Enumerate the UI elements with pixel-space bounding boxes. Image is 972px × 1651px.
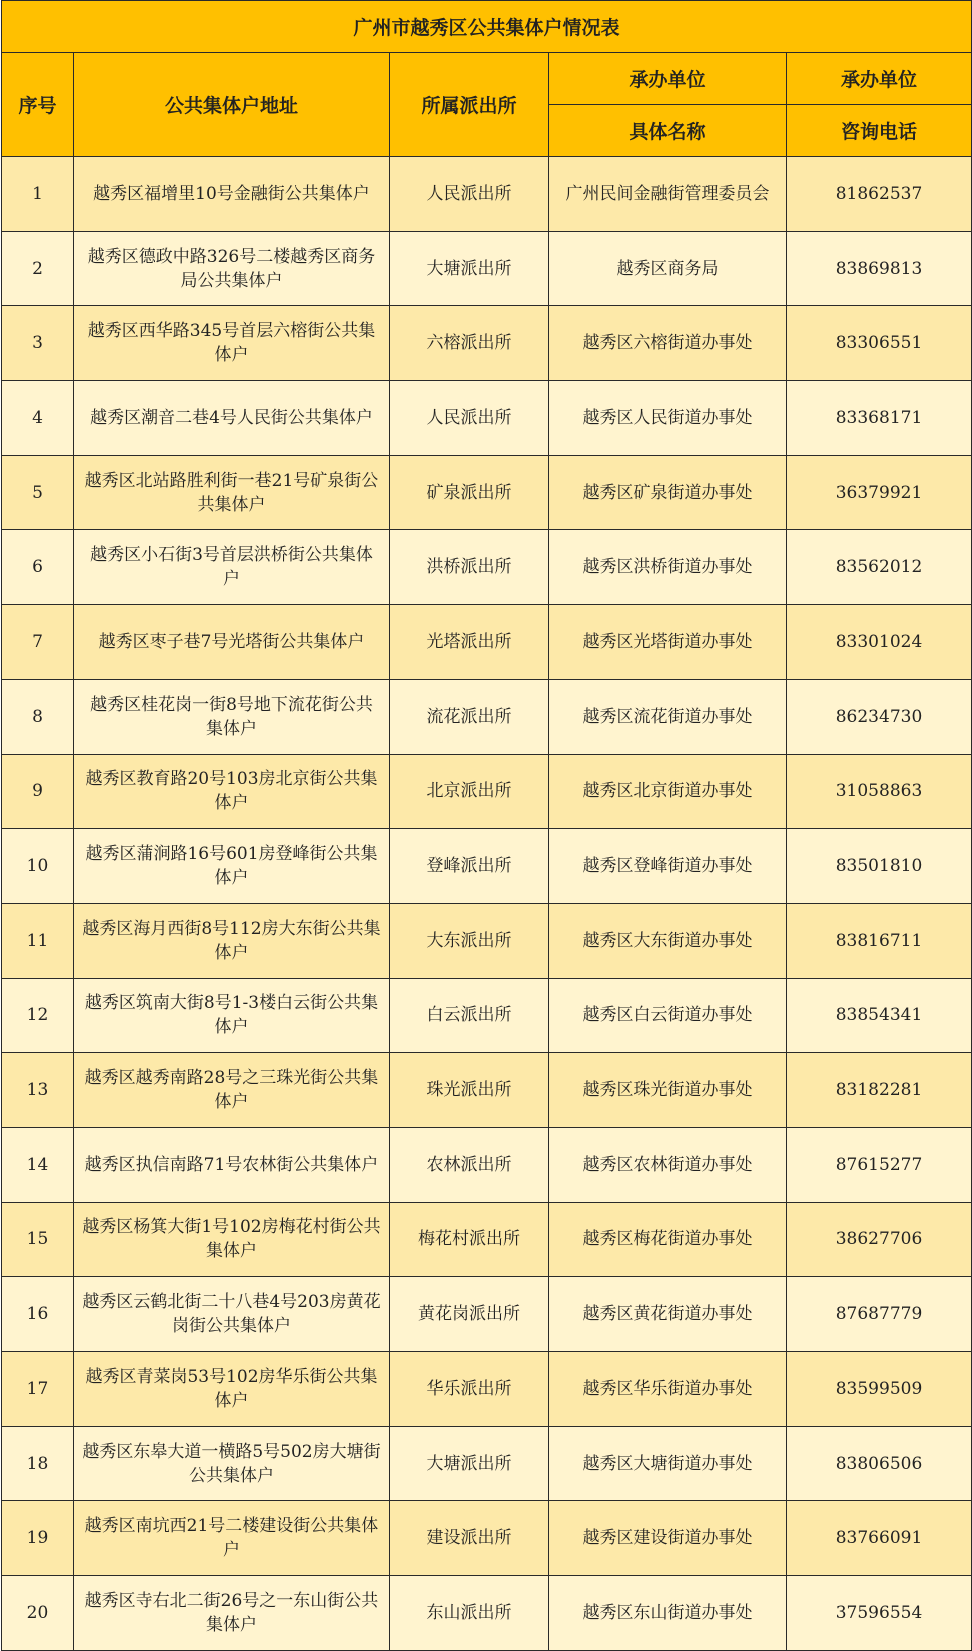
row-station-cell: 光塔派出所: [390, 605, 549, 680]
row-address-cell: 越秀区执信南路71号农林街公共集体户: [74, 1127, 390, 1202]
row-phone-cell: 83368171: [787, 381, 972, 456]
table-row: [2, 381, 972, 456]
row-station-cell: 流花派出所: [390, 679, 549, 754]
table-row: [2, 1352, 972, 1427]
row-address-cell: 越秀区东皋大道一横路5号502房大塘街公共集体户: [74, 1426, 390, 1501]
row-org-cell: 越秀区大东街道办事处: [549, 903, 787, 978]
row-seq-cell: 13: [2, 1053, 74, 1128]
row-phone-cell: 83806506: [787, 1426, 972, 1501]
row-phone-cell: 83182281: [787, 1053, 972, 1128]
row-org-cell: 越秀区洪桥街道办事处: [549, 530, 787, 605]
table-row: [2, 1501, 972, 1576]
row-org-cell: 越秀区六榕街道办事处: [549, 306, 787, 381]
row-station-cell: 六榕派出所: [390, 306, 549, 381]
row-org-cell: 越秀区白云街道办事处: [549, 978, 787, 1053]
row-seq-cell: 18: [2, 1426, 74, 1501]
row-address-cell: 越秀区越秀南路28号之三珠光街公共集体户: [74, 1053, 390, 1128]
row-address-cell: 越秀区寺右北二街26号之一东山街公共集体户: [74, 1576, 390, 1651]
row-address-cell: 越秀区福增里10号金融街公共集体户: [74, 157, 390, 232]
row-seq-cell: 8: [2, 679, 74, 754]
row-phone-cell: 83599509: [787, 1352, 972, 1427]
row-phone-cell: 83306551: [787, 306, 972, 381]
row-phone-cell: 83869813: [787, 231, 972, 306]
row-station-cell: 大塘派出所: [390, 231, 549, 306]
row-address-cell: 越秀区桂花岗一街8号地下流花街公共集体户: [74, 679, 390, 754]
row-org-cell: 越秀区大塘街道办事处: [549, 1426, 787, 1501]
row-org-cell: 越秀区登峰街道办事处: [549, 829, 787, 904]
row-address-cell: 越秀区筑南大街8号1-3楼白云街公共集体户: [74, 978, 390, 1053]
row-station-cell: 大塘派出所: [390, 1426, 549, 1501]
row-seq-cell: 2: [2, 231, 74, 306]
row-phone-cell: 36379921: [787, 455, 972, 530]
table-row: [2, 903, 972, 978]
table-row: [2, 605, 972, 680]
row-station-cell: 梅花村派出所: [390, 1202, 549, 1277]
row-address-cell: 越秀区杨箕大街1号102房梅花村街公共集体户: [74, 1202, 390, 1277]
table-row: [2, 231, 972, 306]
row-seq-cell: 9: [2, 754, 74, 829]
table-row: [2, 306, 972, 381]
row-org-cell: 越秀区华乐街道办事处: [549, 1352, 787, 1427]
row-station-cell: 登峰派出所: [390, 829, 549, 904]
row-station-cell: 矿泉派出所: [390, 455, 549, 530]
table-row: [2, 157, 972, 232]
row-seq-cell: 14: [2, 1127, 74, 1202]
row-org-cell: 越秀区黄花街道办事处: [549, 1277, 787, 1352]
row-address-cell: 越秀区潮音二巷4号人民街公共集体户: [74, 381, 390, 456]
row-station-cell: 人民派出所: [390, 381, 549, 456]
row-phone-cell: 83301024: [787, 605, 972, 680]
row-phone-cell: 87615277: [787, 1127, 972, 1202]
row-seq-cell: 7: [2, 605, 74, 680]
header-org-group: 承办单位: [549, 53, 787, 105]
row-seq-cell: 3: [2, 306, 74, 381]
row-address-cell: 越秀区枣子巷7号光塔街公共集体户: [74, 605, 390, 680]
row-org-cell: 广州民间金融街管理委员会: [549, 157, 787, 232]
row-station-cell: 人民派出所: [390, 157, 549, 232]
row-org-cell: 越秀区农林街道办事处: [549, 1127, 787, 1202]
row-address-cell: 越秀区小石街3号首层洪桥街公共集体户: [74, 530, 390, 605]
row-phone-cell: 83766091: [787, 1501, 972, 1576]
table-row: [2, 679, 972, 754]
row-station-cell: 华乐派出所: [390, 1352, 549, 1427]
row-address-cell: 越秀区云鹤北街二十八巷4号203房黄花岗街公共集体户: [74, 1277, 390, 1352]
row-address-cell: 越秀区德政中路326号二楼越秀区商务局公共集体户: [74, 231, 390, 306]
table-row: [2, 978, 972, 1053]
row-seq-cell: 15: [2, 1202, 74, 1277]
table-row: [2, 1127, 972, 1202]
table-row: [2, 829, 972, 904]
table-body: [2, 157, 972, 1651]
row-address-cell: 越秀区教育路20号103房北京街公共集体户: [74, 754, 390, 829]
row-station-cell: 大东派出所: [390, 903, 549, 978]
row-address-cell: 越秀区南坑西21号二楼建设街公共集体户: [74, 1501, 390, 1576]
row-address-cell: 越秀区西华路345号首层六榕街公共集体户: [74, 306, 390, 381]
row-seq-cell: 12: [2, 978, 74, 1053]
row-org-cell: 越秀区矿泉街道办事处: [549, 455, 787, 530]
header-address: 公共集体户地址: [74, 53, 390, 157]
row-address-cell: 越秀区海月西街8号112房大东街公共集体户: [74, 903, 390, 978]
row-phone-cell: 31058863: [787, 754, 972, 829]
row-station-cell: 东山派出所: [390, 1576, 549, 1651]
table-row: [2, 455, 972, 530]
table-row: [2, 1576, 972, 1651]
row-org-cell: 越秀区光塔街道办事处: [549, 605, 787, 680]
row-phone-cell: 83501810: [787, 829, 972, 904]
table-row: [2, 1053, 972, 1128]
row-station-cell: 北京派出所: [390, 754, 549, 829]
row-seq-cell: 1: [2, 157, 74, 232]
row-address-cell: 越秀区蒲涧路16号601房登峰街公共集体户: [74, 829, 390, 904]
row-phone-cell: 37596554: [787, 1576, 972, 1651]
row-seq-cell: 11: [2, 903, 74, 978]
row-seq-cell: 17: [2, 1352, 74, 1427]
header-phone-group: 承办单位: [787, 53, 972, 105]
row-seq-cell: 16: [2, 1277, 74, 1352]
row-seq-cell: 19: [2, 1501, 74, 1576]
row-org-cell: 越秀区东山街道办事处: [549, 1576, 787, 1651]
row-seq-cell: 20: [2, 1576, 74, 1651]
row-address-cell: 越秀区青菜岗53号102房华乐街公共集体户: [74, 1352, 390, 1427]
row-org-cell: 越秀区北京街道办事处: [549, 754, 787, 829]
row-station-cell: 白云派出所: [390, 978, 549, 1053]
header-station: 所属派出所: [390, 53, 549, 157]
row-seq-cell: 10: [2, 829, 74, 904]
row-phone-cell: 83816711: [787, 903, 972, 978]
table-row: [2, 1426, 972, 1501]
header-phone: 咨询电话: [787, 105, 972, 157]
header-seq: 序号: [2, 53, 74, 157]
row-station-cell: 珠光派出所: [390, 1053, 549, 1128]
row-phone-cell: 83854341: [787, 978, 972, 1053]
table-title: 广州市越秀区公共集体户情况表: [2, 1, 972, 53]
row-address-cell: 越秀区北站路胜利街一巷21号矿泉街公共集体户: [74, 455, 390, 530]
row-station-cell: 洪桥派出所: [390, 530, 549, 605]
table-row: [2, 1277, 972, 1352]
header-org-name: 具体名称: [549, 105, 787, 157]
collective-households-table: [1, 0, 972, 1651]
table-row: [2, 1202, 972, 1277]
row-seq-cell: 4: [2, 381, 74, 456]
row-org-cell: 越秀区珠光街道办事处: [549, 1053, 787, 1128]
row-station-cell: 黄花岗派出所: [390, 1277, 549, 1352]
row-seq-cell: 5: [2, 455, 74, 530]
row-org-cell: 越秀区建设街道办事处: [549, 1501, 787, 1576]
row-station-cell: 建设派出所: [390, 1501, 549, 1576]
row-phone-cell: 86234730: [787, 679, 972, 754]
row-org-cell: 越秀区流花街道办事处: [549, 679, 787, 754]
row-seq-cell: 6: [2, 530, 74, 605]
row-org-cell: 越秀区梅花街道办事处: [549, 1202, 787, 1277]
row-phone-cell: 38627706: [787, 1202, 972, 1277]
table-row: [2, 530, 972, 605]
row-org-cell: 越秀区人民街道办事处: [549, 381, 787, 456]
row-phone-cell: 83562012: [787, 530, 972, 605]
row-phone-cell: 87687779: [787, 1277, 972, 1352]
row-phone-cell: 81862537: [787, 157, 972, 232]
table-row: [2, 754, 972, 829]
row-org-cell: 越秀区商务局: [549, 231, 787, 306]
row-station-cell: 农林派出所: [390, 1127, 549, 1202]
